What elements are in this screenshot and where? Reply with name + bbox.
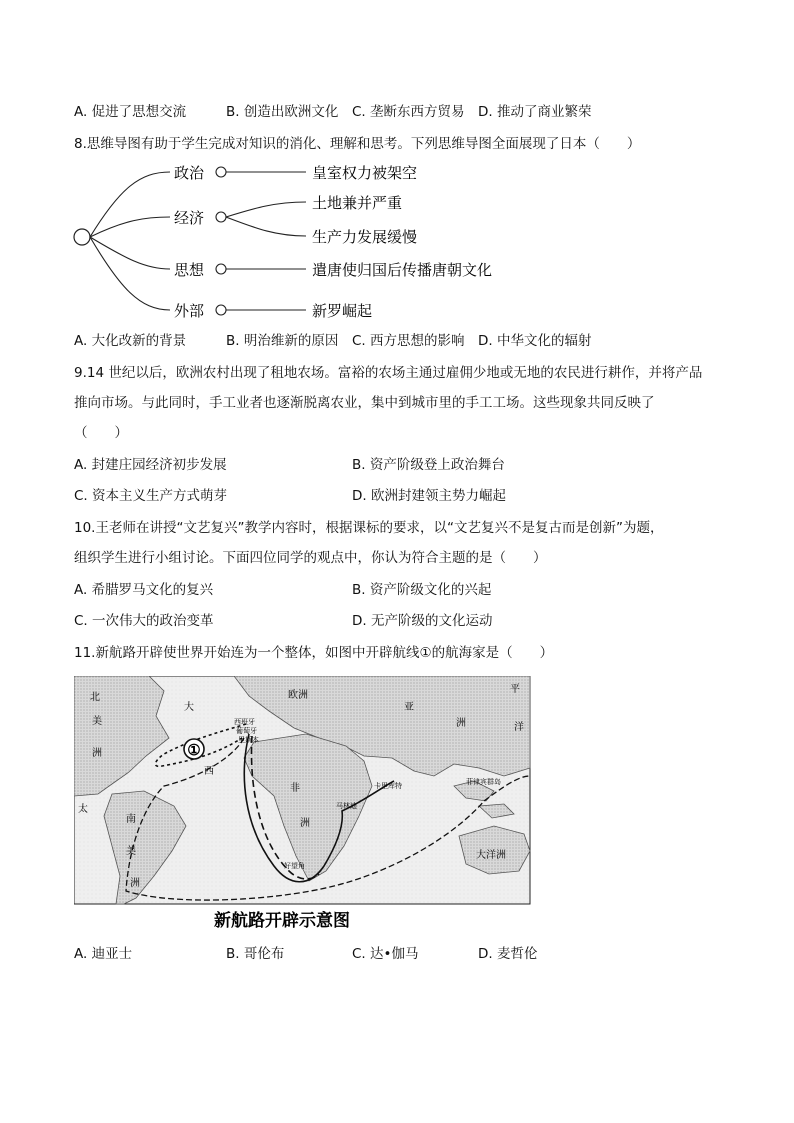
label-asia-2: 洲 [456,718,466,729]
q8-stem: 8.思维导图有助于学生完成对知识的消化、理解和思考。下列思维导图全面展现了日本（ ） [74,136,641,152]
q8-option-a[interactable]: A. 大化改新的背景 [74,333,187,349]
q7-option-a[interactable]: A. 促进了思想交流 [74,104,187,120]
leaf-external-1: 新罗崛起 [312,302,373,320]
branch-label-politics: 政治 [174,164,205,182]
label-asia-1: 亚 [404,702,414,713]
label-north-america-3: 洲 [92,748,102,759]
q8-option-b[interactable]: B. 明治维新的原因 [226,333,339,349]
node-politics [216,167,226,177]
branch-label-external: 外部 [174,302,205,320]
branch-line-external [90,237,170,310]
label-pacific-3: 洋 [514,722,524,733]
branch-line-politics [90,172,170,237]
q10-option-d[interactable]: D. 无产阶级的文化运动 [352,613,493,629]
q7-option-d[interactable]: D. 推动了商业繁荣 [478,104,592,120]
branch-label-thought: 思想 [174,261,205,279]
q11-option-d[interactable]: D. 麦哲伦 [478,946,538,962]
label-malindi: 马林迪 [336,802,357,810]
label-africa-2: 洲 [300,818,310,829]
q9-stem-line2: 推向市场。与此同时，手工业者也逐渐脱离农业，集中到城市里的手工工场。这些现象共同反映了 [74,395,655,411]
label-north-america-1: 北 [90,692,100,703]
q9-stem-line1: 9.14 世纪以后，欧洲农村出现了租地农场。富裕的农场主通过雇佣少地或无地的农民进行耕作，并将产品 [74,365,703,381]
q8-option-d[interactable]: D. 中华文化的辐射 [478,333,592,349]
q10-option-b[interactable]: B. 资产阶级文化的兴起 [352,582,492,598]
label-portugal: 葡萄牙 [236,727,257,735]
label-pacific-1: 太 [78,804,88,815]
q10-option-c[interactable]: C. 一次伟大的政治变革 [74,613,214,629]
q10-stem-line1: 10.王老师在讲授“文艺复兴”教学内容时，根据课标的要求，以“文艺复兴不是复古而是创新”为题， [74,520,664,536]
label-philippines: 菲律宾群岛 [466,778,501,786]
connector-economy-1 [226,202,306,217]
q10-stem-line2: 组织学生进行小组讨论。下面四位同学的观点中，你认为符合主题的是（ ） [74,550,547,566]
label-cape: 好望角 [284,862,305,870]
label-north-america-2: 美 [92,716,102,727]
label-south-america-1: 南 [126,814,136,825]
branch-line-thought [90,237,170,269]
leaf-economy-2: 生产力发展缓慢 [312,228,418,246]
node-economy [216,212,226,222]
q7-option-c[interactable]: C. 垄断东西方贸易 [352,104,465,120]
label-spain: 西班牙 [234,718,255,726]
route-marker-label: ① [187,741,201,759]
node-external [216,305,226,315]
q8-option-c[interactable]: C. 西方思想的影响 [352,333,465,349]
q10-option-a[interactable]: A. 希腊罗马文化的复兴 [74,582,214,598]
map-caption: 新航路开辟示意图 [214,911,350,931]
q11-option-a[interactable]: A. 迪亚士 [74,946,133,962]
label-europe: 欧洲 [288,690,308,701]
q9-option-b[interactable]: B. 资产阶级登上政治舞台 [352,457,505,473]
q9-option-c[interactable]: C. 资本主义生产方式萌芽 [74,488,228,504]
label-oceania: 大洋洲 [476,850,506,861]
q11-stem: 11.新航路开辟使世界开始连为一个整体，如图中开辟航线①的航海家是（ ） [74,645,554,661]
label-south-america-2: 美 [126,846,136,857]
mind-map-root-node [74,229,90,245]
label-pacific-2: 平 [510,684,520,695]
q11-option-b[interactable]: B. 哥伦布 [226,946,285,962]
new-sea-routes-map [74,676,536,934]
leaf-economy-1: 土地兼并严重 [312,194,403,212]
leaf-thought-1: 遣唐使归国后传播唐朝文化 [312,261,493,279]
q11-option-c[interactable]: C. 达•伽马 [352,946,419,962]
label-south-america-3: 洲 [130,878,140,889]
label-africa-1: 非 [290,783,300,794]
branch-line-economy [90,217,170,237]
q7-option-b[interactable]: B. 创造出欧洲文化 [226,104,339,120]
label-atlantic-1: 大 [184,702,194,713]
branch-label-economy: 经济 [174,209,205,227]
q9-option-d[interactable]: D. 欧洲封建领主势力崛起 [352,488,506,504]
q9-stem-line3: （ ） [74,425,128,441]
connector-economy-2 [226,217,306,236]
q8-mind-map [70,158,570,333]
label-lisbon: 里斯本 [238,736,259,744]
q9-option-a[interactable]: A. 封建庄园经济初步发展 [74,457,227,473]
node-thought [216,264,226,274]
label-calicut: 卡里库特 [374,782,402,790]
leaf-politics-1: 皇室权力被架空 [312,164,418,182]
label-atlantic-2: 西 [204,766,214,777]
